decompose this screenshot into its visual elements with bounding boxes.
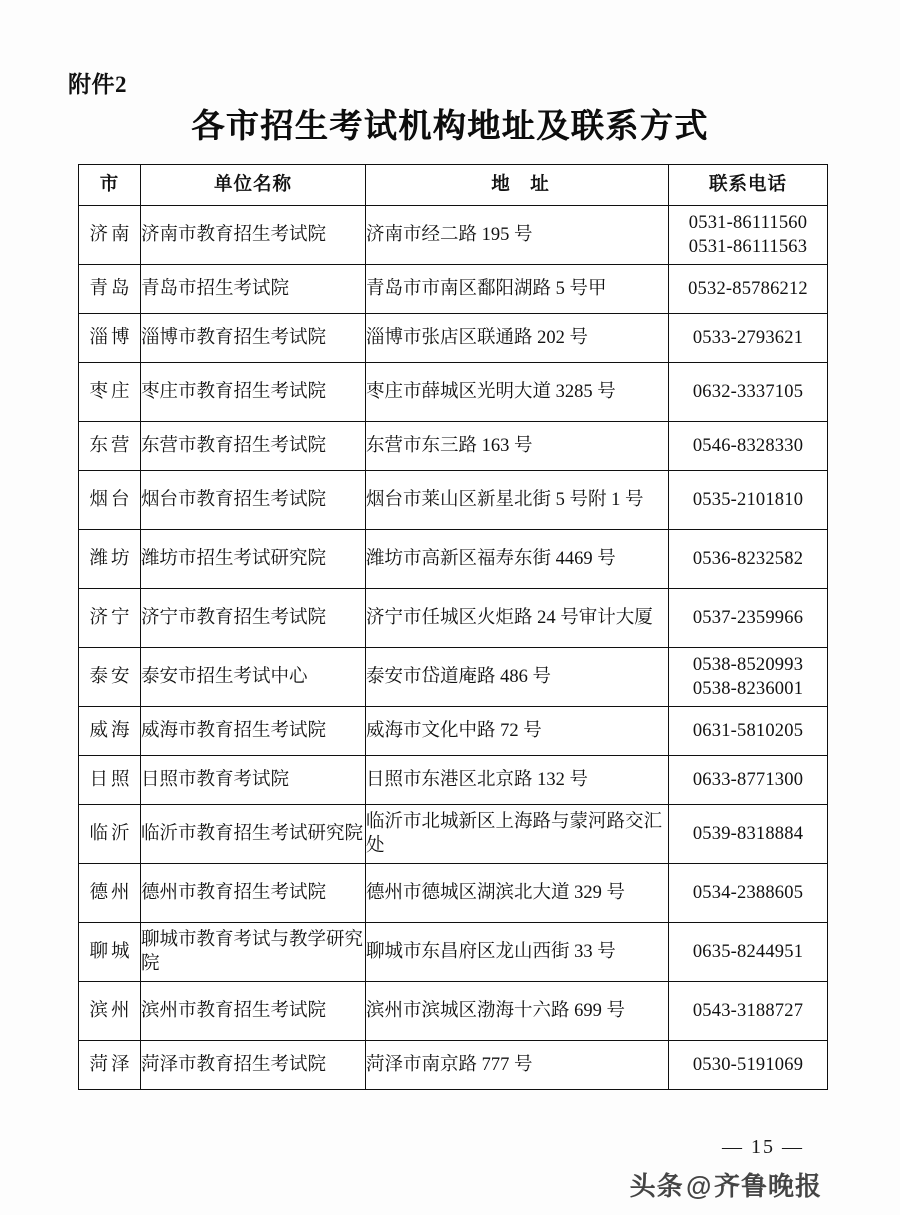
cell-unit-name: 菏泽市教育招生考试院 <box>141 1041 366 1090</box>
cell-city: 泰安 <box>79 648 141 707</box>
phone-number: 0633-8771300 <box>692 769 804 790</box>
watermark-prefix: 头条 <box>629 1171 684 1201</box>
cell-address: 潍坊市高新区福寿东街 4469 号 <box>366 530 669 589</box>
cell-city: 潍坊 <box>79 530 141 589</box>
phone-number: 0537-2359966 <box>692 607 804 628</box>
phone-number: 0531-86111560 <box>688 212 808 233</box>
cell-unit-name: 泰安市招生考试中心 <box>141 648 366 707</box>
table-row <box>79 314 828 363</box>
cell-phone <box>669 756 828 805</box>
cell-city: 菏泽 <box>79 1041 141 1090</box>
cell-address: 泰安市岱道庵路 486 号 <box>366 648 669 707</box>
cell-city: 东营 <box>79 422 141 471</box>
cell-city: 临沂 <box>79 805 141 864</box>
table-row <box>79 982 828 1041</box>
cell-unit-name: 东营市教育招生考试院 <box>141 422 366 471</box>
cell-city: 滨州 <box>79 982 141 1041</box>
table-row <box>79 530 828 589</box>
cell-city: 枣庄 <box>79 363 141 422</box>
phone-number: 0534-2388605 <box>692 882 804 903</box>
phone-number: 0533-2793621 <box>692 327 804 348</box>
phone-number: 0538-8520993 <box>692 654 804 675</box>
phone-number: 0536-8232582 <box>692 548 804 569</box>
table-row <box>79 589 828 648</box>
table-row <box>79 471 828 530</box>
cell-unit-name: 淄博市教育招生考试院 <box>141 314 366 363</box>
cell-unit-name: 济南市教育招生考试院 <box>141 206 366 265</box>
cell-phone <box>669 422 828 471</box>
institutions-table-container <box>78 164 827 1090</box>
cell-unit-name: 济宁市教育招生考试院 <box>141 589 366 648</box>
cell-address: 济南市经二路 195 号 <box>366 206 669 265</box>
table-row <box>79 363 828 422</box>
cell-address: 青岛市市南区鄱阳湖路 5 号甲 <box>366 265 669 314</box>
cell-phone <box>669 363 828 422</box>
phone-number: 0535-2101810 <box>692 489 804 510</box>
cell-address: 临沂市北城新区上海路与蒙河路交汇处 <box>366 805 669 864</box>
table-row <box>79 265 828 314</box>
cell-address: 枣庄市薛城区光明大道 3285 号 <box>366 363 669 422</box>
table-header-row <box>79 165 828 206</box>
column-header-address: 地 址 <box>366 165 669 206</box>
cell-address: 日照市东港区北京路 132 号 <box>366 756 669 805</box>
cell-city: 德州 <box>79 864 141 923</box>
cell-phone <box>669 314 828 363</box>
cell-phone <box>669 864 828 923</box>
table-row <box>79 1041 828 1090</box>
cell-unit-name: 枣庄市教育招生考试院 <box>141 363 366 422</box>
watermark-source: 齐鲁晚报 <box>713 1171 822 1201</box>
institutions-table <box>78 164 828 1090</box>
table-row <box>79 707 828 756</box>
cell-unit-name: 日照市教育考试院 <box>141 756 366 805</box>
cell-unit-name: 青岛市招生考试院 <box>141 265 366 314</box>
cell-city: 威海 <box>79 707 141 756</box>
phone-number: 0635-8244951 <box>692 941 804 962</box>
cell-phone <box>669 1041 828 1090</box>
table-row <box>79 206 828 265</box>
column-header-unit: 单位名称 <box>141 165 366 206</box>
table-row <box>79 648 828 707</box>
cell-phone <box>669 982 828 1041</box>
table-body <box>79 206 828 1090</box>
table-row <box>79 805 828 864</box>
cell-address: 威海市文化中路 72 号 <box>366 707 669 756</box>
cell-address: 聊城市东昌府区龙山西街 33 号 <box>366 923 669 982</box>
page-title: 各市招生考试机构地址及联系方式 <box>191 109 709 145</box>
table-row <box>79 923 828 982</box>
phone-number: 0532-85786212 <box>688 278 808 299</box>
cell-city: 日照 <box>79 756 141 805</box>
cell-phone <box>669 707 828 756</box>
phone-number: 0632-3337105 <box>692 381 804 402</box>
phone-number: 0631-5810205 <box>692 720 804 741</box>
cell-phone <box>669 471 828 530</box>
table-row <box>79 422 828 471</box>
attachment-label: 附件2 <box>68 72 127 97</box>
cell-city: 聊城 <box>79 923 141 982</box>
cell-address: 烟台市莱山区新星北街 5 号附 1 号 <box>366 471 669 530</box>
watermark-at-symbol: @ <box>685 1171 712 1201</box>
cell-address: 菏泽市南京路 777 号 <box>366 1041 669 1090</box>
cell-address: 济宁市任城区火炬路 24 号审计大厦 <box>366 589 669 648</box>
table-row <box>79 864 828 923</box>
phone-number: 0531-86111563 <box>688 237 808 257</box>
cell-phone <box>669 923 828 982</box>
column-header-city: 市 <box>79 165 141 206</box>
page-number: — 15 — <box>722 1136 804 1158</box>
cell-unit-name: 威海市教育招生考试院 <box>141 707 366 756</box>
phone-number: 0538-8236001 <box>692 679 804 699</box>
cell-city: 济宁 <box>79 589 141 648</box>
cell-city: 青岛 <box>79 265 141 314</box>
cell-phone <box>669 805 828 864</box>
cell-address: 滨州市滨城区渤海十六路 699 号 <box>366 982 669 1041</box>
table-row <box>79 756 828 805</box>
cell-phone <box>669 589 828 648</box>
cell-address: 淄博市张店区联通路 202 号 <box>366 314 669 363</box>
cell-phone <box>669 648 828 707</box>
cell-address: 德州市德城区湖滨北大道 329 号 <box>366 864 669 923</box>
table-header <box>79 165 828 206</box>
phone-number: 0539-8318884 <box>692 823 804 844</box>
phone-number: 0530-5191069 <box>692 1054 804 1075</box>
cell-city: 济南 <box>79 206 141 265</box>
cell-phone <box>669 265 828 314</box>
cell-unit-name: 烟台市教育招生考试院 <box>141 471 366 530</box>
cell-unit-name: 滨州市教育招生考试院 <box>141 982 366 1041</box>
cell-city: 淄博 <box>79 314 141 363</box>
cell-unit-name: 潍坊市招生考试研究院 <box>141 530 366 589</box>
cell-address: 东营市东三路 163 号 <box>366 422 669 471</box>
cell-city: 烟台 <box>79 471 141 530</box>
cell-phone <box>669 206 828 265</box>
cell-unit-name: 德州市教育招生考试院 <box>141 864 366 923</box>
column-header-phone: 联系电话 <box>669 165 828 206</box>
phone-number: 0543-3188727 <box>692 1000 804 1021</box>
cell-unit-name: 聊城市教育考试与教学研究院 <box>141 923 366 982</box>
phone-number: 0546-8328330 <box>692 435 804 456</box>
cell-unit-name: 临沂市教育招生考试研究院 <box>141 805 366 864</box>
watermark <box>630 1166 822 1203</box>
cell-phone <box>669 530 828 589</box>
